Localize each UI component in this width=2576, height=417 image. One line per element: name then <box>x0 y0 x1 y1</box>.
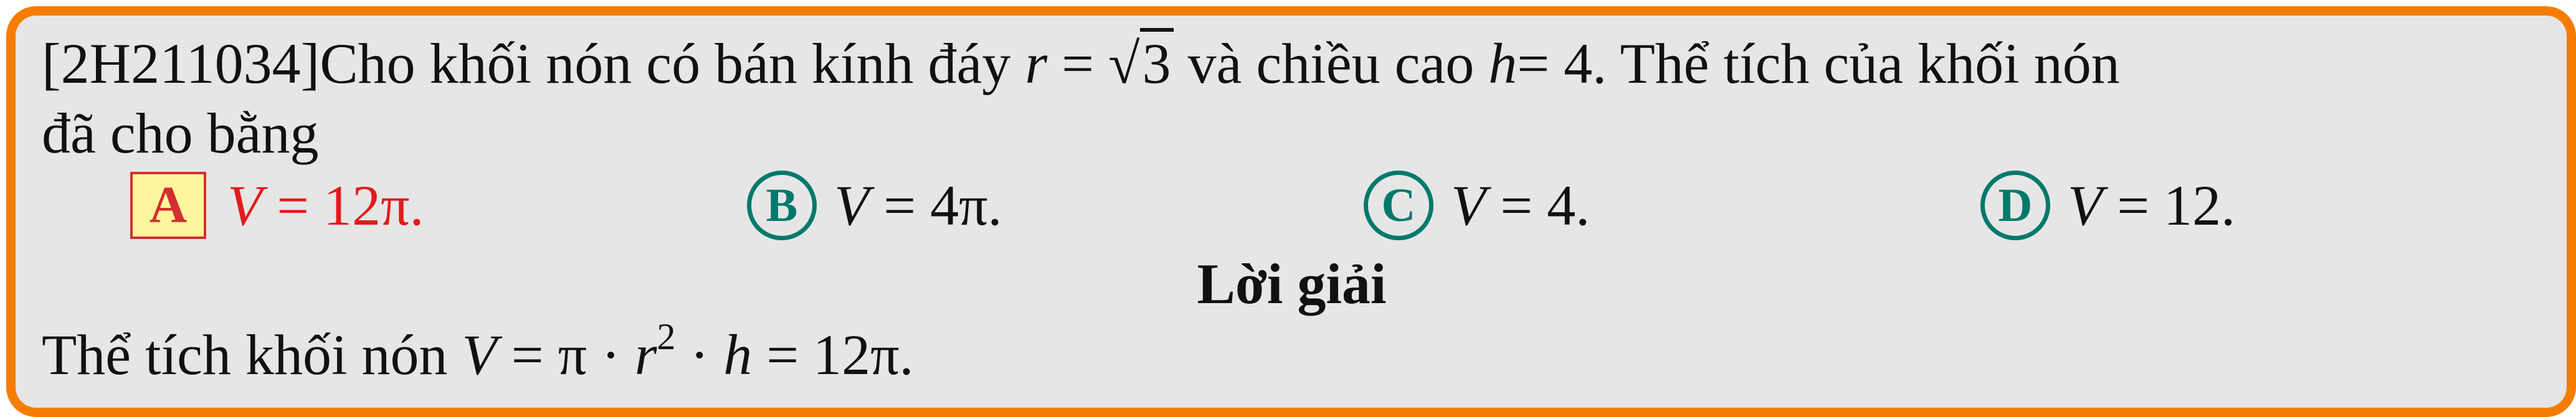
answer-options <box>42 169 2542 242</box>
question-line-2 <box>42 99 2542 169</box>
radius-sqrt-value: 3 <box>1140 28 1174 95</box>
option-b[interactable] <box>747 169 1002 242</box>
height-equals: = 4. <box>1517 32 1620 95</box>
option-b-expression: = 4π. <box>869 174 1002 237</box>
solution-formula-height: h <box>723 323 753 387</box>
option-c-expression: = 4. <box>1486 174 1590 237</box>
option-c-variable: V <box>1451 174 1486 237</box>
question-text-line-2: đã cho bằng <box>42 101 319 165</box>
question-line-1 <box>42 29 2542 99</box>
option-a-badge: A <box>130 172 206 239</box>
question-code: [2H211034] <box>42 32 320 95</box>
option-d-variable: V <box>2068 174 2103 237</box>
option-c-answer <box>1451 171 1590 240</box>
option-d[interactable] <box>1980 169 2235 242</box>
solution-formula-exponent: 2 <box>657 316 676 358</box>
question-frame <box>6 6 2576 417</box>
question-content <box>42 29 2542 390</box>
option-c[interactable] <box>1364 169 1590 242</box>
sqrt-symbol: √ <box>1108 32 1140 95</box>
option-d-expression: = 12. <box>2103 174 2236 237</box>
radius-variable: r <box>1025 32 1048 95</box>
solution-formula-part-1: = π · <box>497 323 635 387</box>
option-a-answer <box>227 171 424 240</box>
solution-formula-part-2: · <box>675 323 724 387</box>
solution-line <box>42 316 2542 390</box>
option-c-badge: C <box>1364 171 1433 240</box>
option-a-variable: V <box>227 174 263 237</box>
solution-text: Thể tích khối nón <box>42 323 448 387</box>
radius-equals: = <box>1062 32 1095 95</box>
option-b-badge: B <box>747 171 817 240</box>
option-d-badge: D <box>1980 171 2050 240</box>
radius-sqrt <box>1108 29 1174 98</box>
option-a-expression: = 12π. <box>262 174 424 237</box>
option-d-answer <box>2068 171 2235 240</box>
option-b-variable: V <box>834 174 870 237</box>
question-text-part-3: Thể tích của khối nón <box>1620 32 2120 95</box>
solution-formula-radius: r <box>634 323 657 387</box>
option-b-answer <box>834 171 1002 240</box>
question-text-part-2: và chiều cao <box>1187 32 1475 95</box>
solution-formula-variable: V <box>462 323 497 387</box>
question-text-part-1: Cho khối nón có bán kính đáy <box>320 32 1011 95</box>
solution-formula-part-3: = 12π. <box>752 323 914 387</box>
height-variable: h <box>1488 32 1518 95</box>
solution-title: Lời giải <box>1197 252 1387 316</box>
option-a[interactable] <box>130 169 424 242</box>
